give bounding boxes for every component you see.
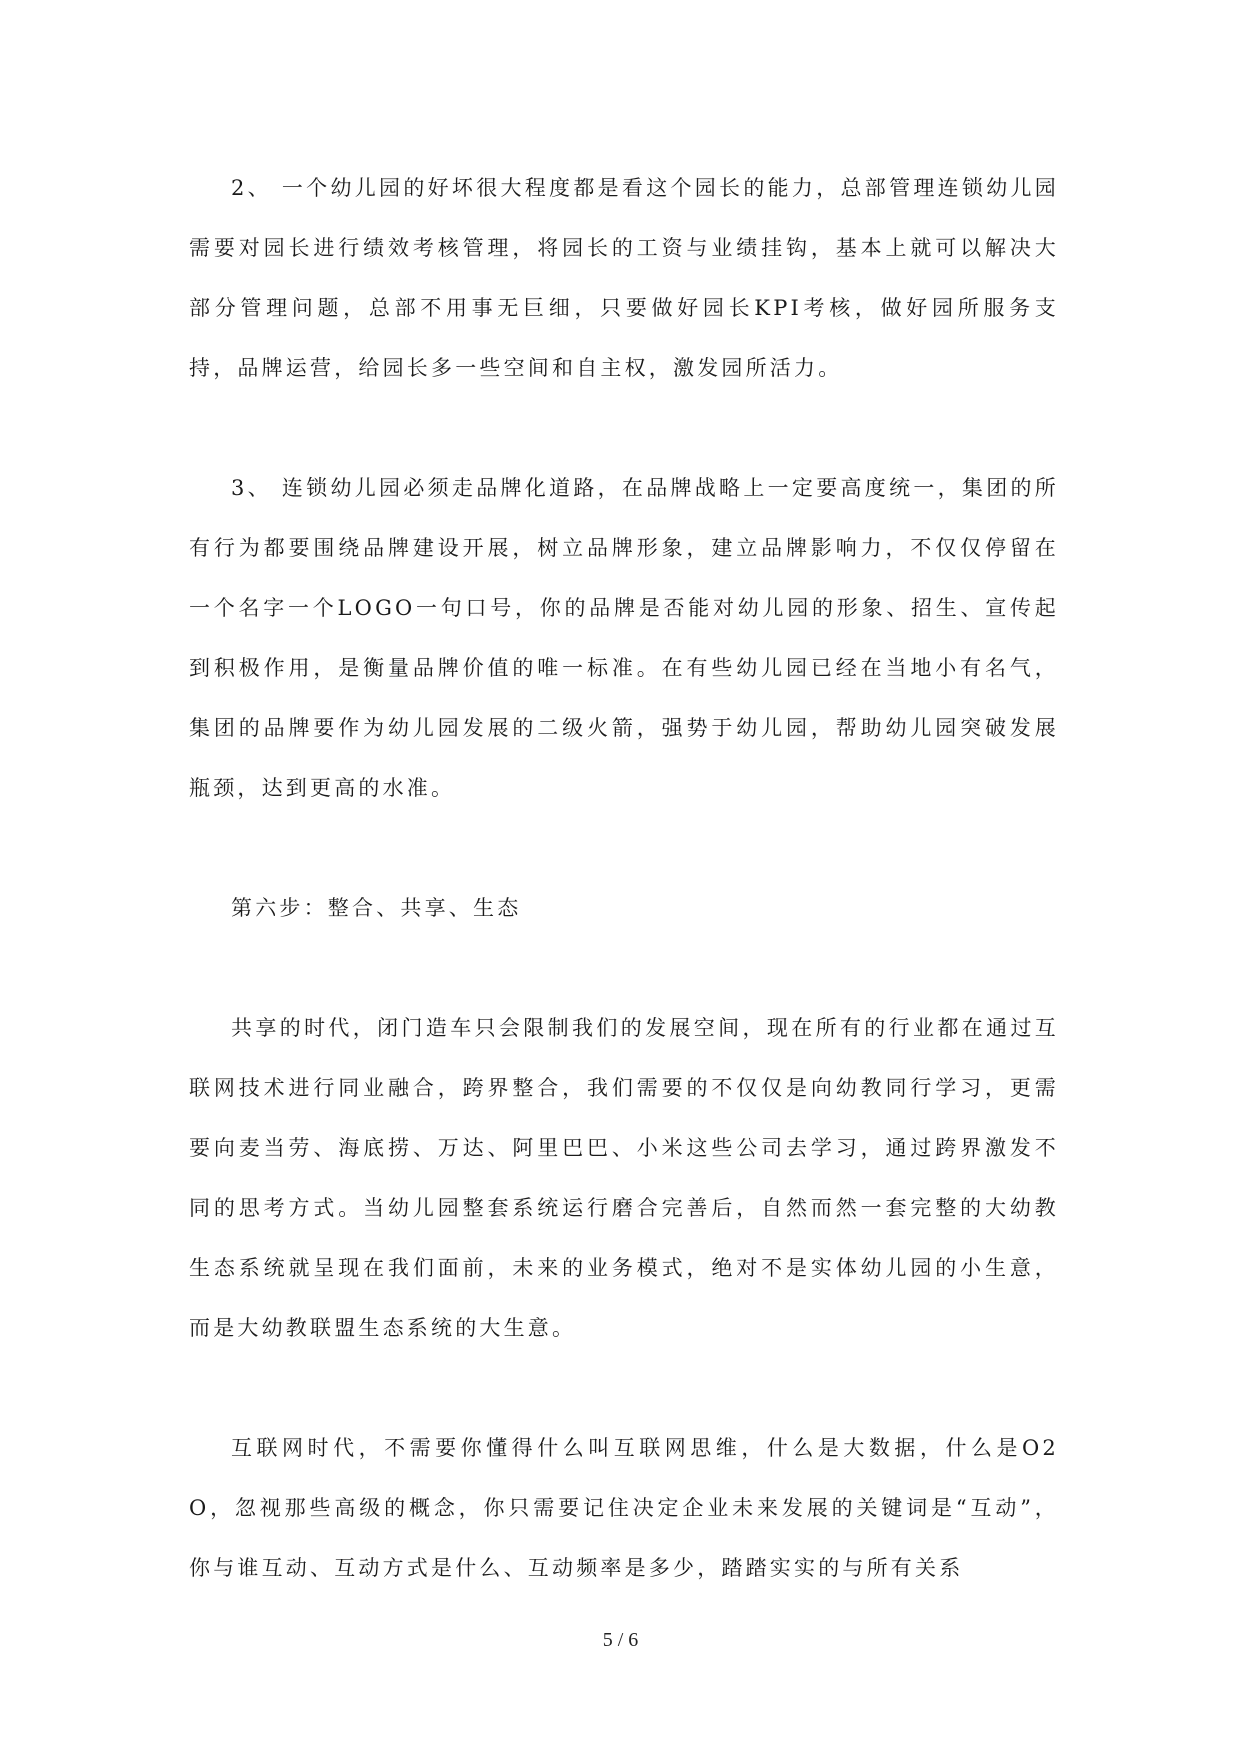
document-body (189, 158, 1059, 1598)
paragraph-step-3: 3、 连锁幼儿园必须走品牌化道路，在品牌战略上一定要高度统一，集团的所有行为都要围绕品牌建设开展，树立品牌形象，建立品牌影响力，不仅仅停留在一个名字一个LOGO一句口号，你的品牌是否能对幼儿园的形象、招生、宣传起到积极作用，是衡量品牌价值的唯一标准。在有些幼儿园已经在当地小有名气，集团的品牌要作为幼儿园发展的二级火箭，强势于幼儿园，帮助幼儿园突破发展瓶颈，达到更高的水准。 (189, 476, 1059, 800)
section-heading-step-6: 第六步：整合、共享、生态 (231, 896, 522, 920)
paragraph-internet-era: 互联网时代，不需要你懂得什么叫互联网思维，什么是大数据，什么是O2O，忽视那些高级的概念，你只需要记住决定企业未来发展的关键词是“互动”，你与谁互动、互动方式是什么、互动频率是多少，踏踏实实的与所有关系 (189, 1436, 1059, 1580)
paragraph-sharing-era: 共享的时代，闭门造车只会限制我们的发展空间，现在所有的行业都在通过互联网技术进行同业融合，跨界整合，我们需要的不仅仅是向幼教同行学习，更需要向麦当劳、海底捞、万达、阿里巴巴、小米这些公司去学习，通过跨界激发不同的思考方式。当幼儿园整套系统运行磨合完善后，自然而然一套完整的大幼教生态系统就呈现在我们面前，未来的业务模式，绝对不是实体幼儿园的小生意，而是大幼教联盟生态系统的大生意。 (189, 1016, 1059, 1340)
page-number: 5 / 6 (602, 1629, 639, 1651)
paragraph-step-2: 2、 一个幼儿园的好坏很大程度都是看这个园长的能力，总部管理连锁幼儿园需要对园长进行绩效考核管理，将园长的工资与业绩挂钩，基本上就可以解决大部分管理问题，总部不用事无巨细，只要做好园长KPI考核，做好园所服务支持，品牌运营，给园长多一些空间和自主权，激发园所活力。 (189, 176, 1059, 380)
